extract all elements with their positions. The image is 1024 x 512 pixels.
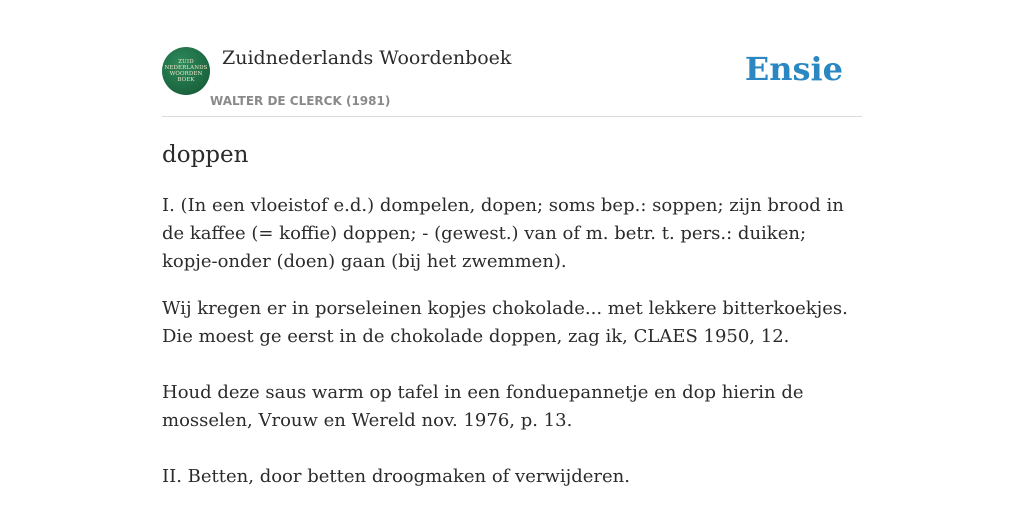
logo-line: WOORDEN: [169, 71, 203, 77]
brand-logo-link[interactable]: Ensie: [744, 50, 843, 88]
entry-headword: doppen: [162, 142, 249, 168]
logo-line: NEDERLANDS: [164, 65, 208, 71]
page: [162, 0, 862, 487]
definition-paragraph: I. (In een vloeistof e.d.) dompelen, dopen; soms bep.: soppen; zijn brood in de kaffee (= koffie) doppen; - (gewest.) van of m. betr. t. pers.: duiken; kopje-onder (doen) gaan (bij het zwemmen).: [162, 195, 844, 272]
dictionary-author: WALTER DE CLERCK (1981): [210, 94, 391, 108]
dictionary-title[interactable]: Zuidnederlands Woordenboek: [222, 47, 512, 69]
definition-paragraph: II. Betten, door betten droogmaken of verwijderen.: [162, 466, 630, 487]
entry-body: [162, 192, 862, 491]
logo-line: BOEK: [177, 77, 195, 83]
dictionary-logo[interactable]: [162, 47, 210, 95]
example-paragraph: Wij kregen er in porseleinen kopjes chokolade... met lekkere bitterkoekjes. Die moest ge eerst in de chokolade doppen, zag ik, CLAES 1950, 12.: [162, 298, 848, 347]
logo-line: ZUID: [178, 59, 194, 65]
example-paragraph: Houd deze saus warm op tafel in een fonduepannetje en dop hierin de mosselen, Vrouw en Wereld nov. 1976, p. 13.: [162, 382, 804, 431]
header: [162, 0, 862, 117]
